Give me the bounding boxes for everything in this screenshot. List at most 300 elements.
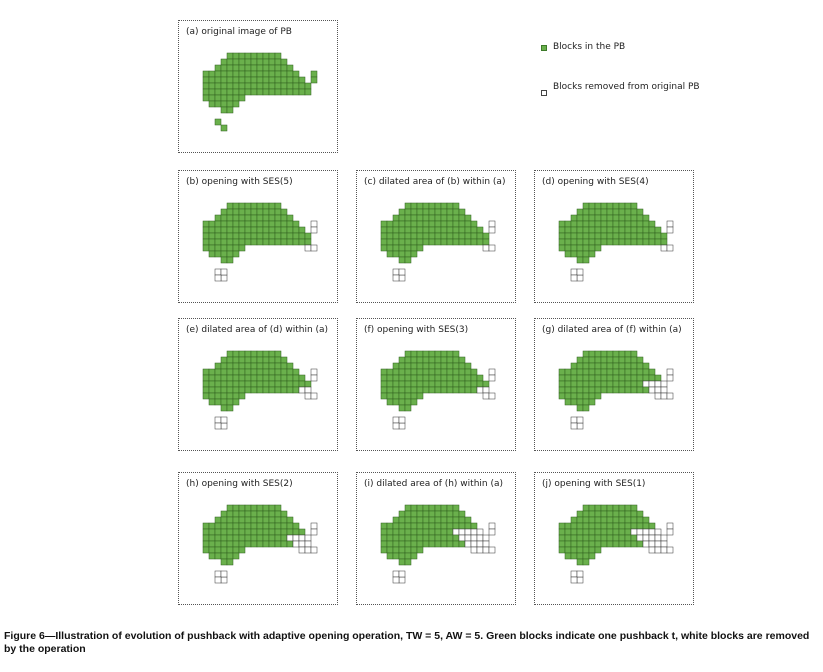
pb-block xyxy=(381,393,387,399)
pb-block xyxy=(221,381,227,387)
pb-block xyxy=(381,529,387,535)
pb-block xyxy=(631,239,637,245)
pb-block xyxy=(441,215,447,221)
pb-block xyxy=(625,523,631,529)
pb-block xyxy=(227,547,233,553)
pb-block xyxy=(263,535,269,541)
pb-block xyxy=(405,387,411,393)
pb-block xyxy=(233,101,239,107)
pb-block xyxy=(571,227,577,233)
pb-block xyxy=(263,227,269,233)
pb-block xyxy=(227,89,233,95)
pb-block xyxy=(459,357,465,363)
pb-block xyxy=(227,245,233,251)
pb-block xyxy=(453,517,459,523)
pb-block xyxy=(399,245,405,251)
pb-block xyxy=(305,83,311,89)
pb-block xyxy=(643,363,649,369)
pb-block xyxy=(257,221,263,227)
pb-block xyxy=(559,535,565,541)
pb-block xyxy=(209,375,215,381)
pb-block xyxy=(637,381,643,387)
pb-block xyxy=(227,53,233,59)
block-grid xyxy=(179,171,339,304)
pb-block xyxy=(233,381,239,387)
pb-block xyxy=(601,517,607,523)
pb-block xyxy=(453,363,459,369)
pb-block xyxy=(269,77,275,83)
pb-block xyxy=(435,209,441,215)
pb-block xyxy=(263,71,269,77)
pb-block xyxy=(281,511,287,517)
pb-block xyxy=(405,215,411,221)
pb-block xyxy=(281,523,287,529)
pb-block xyxy=(293,227,299,233)
pb-block xyxy=(565,375,571,381)
pb-block xyxy=(429,351,435,357)
removed-block xyxy=(655,535,661,541)
pb-block xyxy=(613,233,619,239)
pb-block xyxy=(299,381,305,387)
pb-block xyxy=(595,535,601,541)
pb-block xyxy=(293,71,299,77)
pb-block xyxy=(565,233,571,239)
pb-block xyxy=(387,399,393,405)
pb-block xyxy=(221,77,227,83)
removed-block xyxy=(637,529,643,535)
pb-block xyxy=(625,535,631,541)
pb-block xyxy=(263,209,269,215)
pb-block xyxy=(293,381,299,387)
removed-block xyxy=(649,547,655,553)
pb-block xyxy=(239,95,245,101)
pb-block xyxy=(251,505,257,511)
pb-block xyxy=(459,227,465,233)
pb-block xyxy=(281,71,287,77)
pb-block xyxy=(619,375,625,381)
pb-block xyxy=(607,239,613,245)
legend-white-label: Blocks removed from original PB xyxy=(553,82,700,92)
pb-block xyxy=(453,233,459,239)
pb-block xyxy=(293,375,299,381)
pb-block xyxy=(251,369,257,375)
pb-block xyxy=(625,215,631,221)
pb-block xyxy=(239,59,245,65)
removed-block xyxy=(293,541,299,547)
pb-block xyxy=(613,351,619,357)
pb-block xyxy=(583,251,589,257)
pb-block xyxy=(417,239,423,245)
pb-block xyxy=(583,215,589,221)
pb-block xyxy=(215,387,221,393)
pb-block xyxy=(227,541,233,547)
pb-block xyxy=(411,239,417,245)
pb-block xyxy=(577,399,583,405)
panel-label: (g) dilated area of (f) within (a) xyxy=(542,325,682,335)
pb-block xyxy=(453,351,459,357)
pb-block xyxy=(643,227,649,233)
pb-block xyxy=(429,215,435,221)
pb-block xyxy=(435,363,441,369)
pb-block xyxy=(203,71,209,77)
pb-block xyxy=(577,227,583,233)
pb-block xyxy=(613,505,619,511)
pb-block xyxy=(257,363,263,369)
pb-block xyxy=(257,215,263,221)
removed-block xyxy=(489,245,495,251)
pb-block xyxy=(459,541,465,547)
pb-block xyxy=(209,541,215,547)
pb-block xyxy=(631,369,637,375)
pb-block xyxy=(643,517,649,523)
pb-block xyxy=(559,541,565,547)
pb-block xyxy=(287,77,293,83)
removed-block xyxy=(489,393,495,399)
pb-block xyxy=(269,375,275,381)
pb-block xyxy=(601,357,607,363)
pb-block xyxy=(583,203,589,209)
pb-block xyxy=(215,95,221,101)
pb-block xyxy=(393,547,399,553)
pb-block xyxy=(227,251,233,257)
pb-block xyxy=(399,227,405,233)
pb-block xyxy=(441,221,447,227)
pb-block xyxy=(399,357,405,363)
pb-block xyxy=(233,245,239,251)
pb-block xyxy=(269,523,275,529)
pb-block xyxy=(583,529,589,535)
pb-block xyxy=(655,375,661,381)
pb-block xyxy=(227,257,233,263)
pb-block xyxy=(221,363,227,369)
pb-block xyxy=(221,375,227,381)
pb-block xyxy=(559,381,565,387)
pb-block xyxy=(209,245,215,251)
pb-block xyxy=(607,215,613,221)
pb-block xyxy=(239,53,245,59)
pb-block xyxy=(399,535,405,541)
pb-block xyxy=(595,245,601,251)
removed-block xyxy=(483,547,489,553)
pb-block xyxy=(287,381,293,387)
pb-block xyxy=(577,257,583,263)
pb-block xyxy=(631,375,637,381)
pb-block xyxy=(287,387,293,393)
pb-block xyxy=(655,227,661,233)
pb-block xyxy=(233,71,239,77)
pb-block xyxy=(215,245,221,251)
pb-block xyxy=(423,375,429,381)
pb-block xyxy=(589,239,595,245)
pb-block xyxy=(589,511,595,517)
pb-block xyxy=(577,559,583,565)
pb-block xyxy=(263,541,269,547)
pb-block xyxy=(625,209,631,215)
pb-block xyxy=(411,523,417,529)
pb-block xyxy=(619,381,625,387)
pb-block xyxy=(565,523,571,529)
pb-block xyxy=(423,239,429,245)
pb-block xyxy=(209,529,215,535)
pb-block xyxy=(257,357,263,363)
pb-block xyxy=(441,209,447,215)
pb-block xyxy=(299,233,305,239)
pb-block xyxy=(471,239,477,245)
pb-block xyxy=(447,357,453,363)
pb-block xyxy=(619,511,625,517)
pb-block xyxy=(565,239,571,245)
pb-block xyxy=(221,541,227,547)
pb-block xyxy=(429,387,435,393)
pb-block xyxy=(269,89,275,95)
pb-block xyxy=(257,89,263,95)
pb-block xyxy=(435,351,441,357)
pb-block xyxy=(625,239,631,245)
pb-block xyxy=(565,541,571,547)
pb-block xyxy=(411,227,417,233)
removed-block xyxy=(215,571,221,577)
pb-block xyxy=(447,381,453,387)
pb-block xyxy=(251,535,257,541)
pb-block xyxy=(411,215,417,221)
pb-block xyxy=(589,505,595,511)
pb-block xyxy=(281,387,287,393)
pb-block xyxy=(239,89,245,95)
pb-block xyxy=(613,375,619,381)
pb-block xyxy=(239,541,245,547)
pb-block xyxy=(221,535,227,541)
pb-block xyxy=(251,221,257,227)
pb-block xyxy=(227,351,233,357)
pb-block xyxy=(577,553,583,559)
pb-block xyxy=(209,553,215,559)
removed-block xyxy=(221,417,227,423)
pb-block xyxy=(583,387,589,393)
pb-block xyxy=(233,553,239,559)
removed-block xyxy=(489,369,495,375)
panel-j xyxy=(534,472,694,605)
pb-block xyxy=(221,101,227,107)
pb-block xyxy=(227,101,233,107)
pb-block xyxy=(625,203,631,209)
pb-block xyxy=(209,77,215,83)
pb-block xyxy=(209,369,215,375)
pb-block xyxy=(227,535,233,541)
pb-block xyxy=(471,523,477,529)
pb-block xyxy=(411,363,417,369)
pb-block xyxy=(625,221,631,227)
pb-block xyxy=(483,381,489,387)
pb-block xyxy=(583,547,589,553)
pb-block xyxy=(209,251,215,257)
pb-block xyxy=(221,245,227,251)
pb-block xyxy=(583,559,589,565)
pb-block xyxy=(613,511,619,517)
pb-block xyxy=(215,89,221,95)
pb-block xyxy=(233,547,239,553)
removed-block xyxy=(661,381,667,387)
pb-block xyxy=(221,59,227,65)
pb-block xyxy=(423,517,429,523)
panel-b xyxy=(178,170,338,303)
pb-block xyxy=(589,227,595,233)
pb-block xyxy=(251,215,257,221)
pb-block xyxy=(607,505,613,511)
pb-block xyxy=(245,227,251,233)
pb-block xyxy=(263,203,269,209)
pb-block xyxy=(429,517,435,523)
pb-block xyxy=(269,83,275,89)
pb-block xyxy=(405,547,411,553)
pb-block xyxy=(221,251,227,257)
removed-block xyxy=(293,535,299,541)
pb-block xyxy=(589,393,595,399)
pb-block xyxy=(233,89,239,95)
pb-block xyxy=(447,387,453,393)
pb-block xyxy=(601,351,607,357)
pb-block xyxy=(453,535,459,541)
pb-block xyxy=(637,369,643,375)
pb-block xyxy=(411,375,417,381)
pb-block xyxy=(393,245,399,251)
pb-block xyxy=(571,547,577,553)
removed-block xyxy=(477,541,483,547)
pb-block xyxy=(227,233,233,239)
pb-block xyxy=(613,209,619,215)
pb-block xyxy=(251,517,257,523)
pb-block xyxy=(245,89,251,95)
pb-block xyxy=(435,387,441,393)
removed-block xyxy=(649,381,655,387)
pb-block xyxy=(393,523,399,529)
pb-block xyxy=(393,541,399,547)
removed-block xyxy=(305,387,311,393)
pb-block xyxy=(589,351,595,357)
pb-block xyxy=(565,529,571,535)
pb-block xyxy=(601,227,607,233)
pb-block xyxy=(251,387,257,393)
pb-block xyxy=(293,221,299,227)
pb-block xyxy=(423,535,429,541)
pb-block xyxy=(393,375,399,381)
pb-block xyxy=(239,203,245,209)
pb-block xyxy=(281,375,287,381)
pb-block xyxy=(423,505,429,511)
pb-block xyxy=(423,209,429,215)
pb-block xyxy=(233,529,239,535)
pb-block xyxy=(637,227,643,233)
pb-block xyxy=(589,215,595,221)
pb-block xyxy=(601,209,607,215)
removed-block xyxy=(453,529,459,535)
pb-block xyxy=(275,363,281,369)
pb-block xyxy=(637,523,643,529)
pb-block xyxy=(263,53,269,59)
pb-block xyxy=(423,221,429,227)
block-grid xyxy=(179,473,339,606)
pb-block xyxy=(405,369,411,375)
removed-block xyxy=(311,375,317,381)
pb-block xyxy=(239,529,245,535)
pb-block xyxy=(245,71,251,77)
pb-block xyxy=(281,357,287,363)
pb-block xyxy=(619,369,625,375)
pb-block xyxy=(613,541,619,547)
pb-block xyxy=(631,227,637,233)
pb-block xyxy=(239,505,245,511)
pb-block xyxy=(453,375,459,381)
pb-block xyxy=(263,363,269,369)
pb-block xyxy=(583,239,589,245)
pb-block xyxy=(405,221,411,227)
pb-block xyxy=(417,357,423,363)
pb-block xyxy=(257,523,263,529)
pb-block xyxy=(405,553,411,559)
pb-block xyxy=(203,77,209,83)
block-grid xyxy=(179,319,339,452)
pb-block xyxy=(233,95,239,101)
pb-block xyxy=(227,83,233,89)
legend-green-swatch xyxy=(541,45,547,51)
pb-block xyxy=(215,541,221,547)
pb-block xyxy=(305,239,311,245)
pb-block xyxy=(251,65,257,71)
pb-block xyxy=(619,535,625,541)
pb-block xyxy=(275,239,281,245)
pb-block xyxy=(245,65,251,71)
pb-block xyxy=(565,535,571,541)
pb-block xyxy=(601,535,607,541)
pb-block xyxy=(405,517,411,523)
pb-block xyxy=(393,239,399,245)
pb-block xyxy=(293,239,299,245)
pb-block xyxy=(221,227,227,233)
pb-block xyxy=(393,363,399,369)
pb-block xyxy=(215,239,221,245)
pb-block xyxy=(233,59,239,65)
pb-block xyxy=(625,529,631,535)
pb-block xyxy=(399,517,405,523)
pb-block xyxy=(221,529,227,535)
removed-block xyxy=(311,547,317,553)
pb-block xyxy=(577,209,583,215)
pb-block xyxy=(227,227,233,233)
pb-block xyxy=(381,233,387,239)
removed-block xyxy=(465,535,471,541)
pb-block xyxy=(417,393,423,399)
removed-block xyxy=(311,393,317,399)
pb-block xyxy=(387,393,393,399)
pb-block xyxy=(577,375,583,381)
pb-block xyxy=(263,517,269,523)
pb-block xyxy=(459,209,465,215)
pb-block xyxy=(399,529,405,535)
pb-block xyxy=(595,393,601,399)
removed-block xyxy=(489,547,495,553)
removed-block xyxy=(489,523,495,529)
pb-block xyxy=(601,511,607,517)
pb-block xyxy=(209,523,215,529)
pb-block xyxy=(625,227,631,233)
pb-block xyxy=(269,65,275,71)
pb-block xyxy=(447,541,453,547)
pb-block xyxy=(559,547,565,553)
pb-block xyxy=(215,77,221,83)
pb-block xyxy=(245,369,251,375)
panel-label: (c) dilated area of (b) within (a) xyxy=(364,177,506,187)
pb-block xyxy=(465,381,471,387)
pb-block xyxy=(245,221,251,227)
